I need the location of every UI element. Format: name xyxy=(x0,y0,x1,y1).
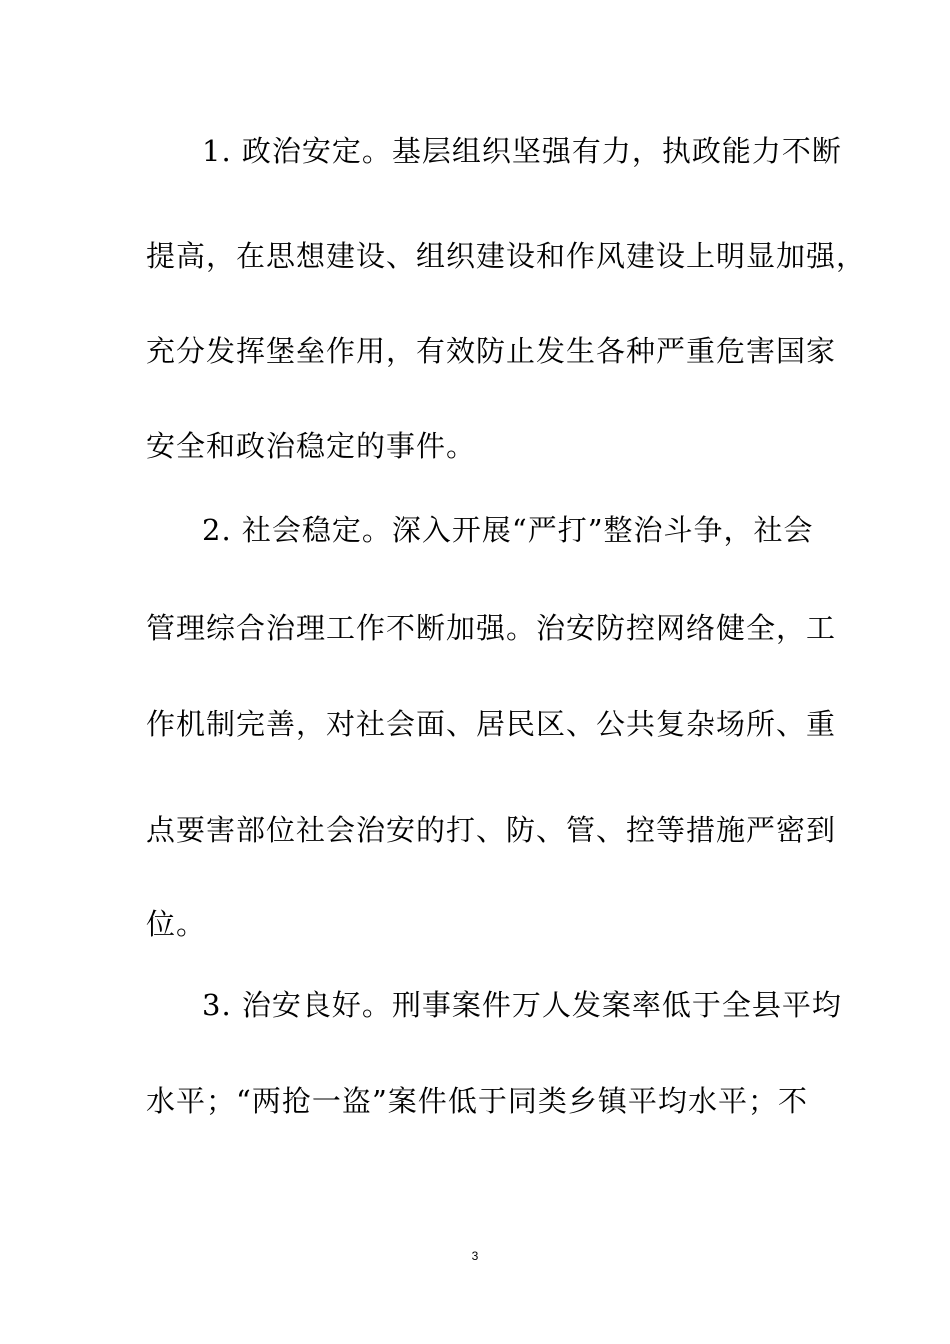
text-line: 3. 治安良好。刑事案件万人发案率低于全县平均 xyxy=(202,988,842,1022)
page-number: 3 xyxy=(471,1249,479,1263)
text-line: 1. 政治安定。基层组织坚强有力，执政能力不断 xyxy=(202,134,842,168)
text-line: 位。 xyxy=(146,907,207,941)
text-line: 2. 社会稳定。深入开展“严打”整治斗争，社会 xyxy=(202,513,814,547)
text-line: 充分发挥堡垒作用，有效防止发生各种严重危害国家 xyxy=(146,334,837,368)
text-line: 安全和政治稳定的事件。 xyxy=(146,429,477,463)
text-line: 点要害部位社会治安的打、防、管、控等措施严密到 xyxy=(146,813,837,847)
text-line: 水平；“两抢一盗”案件低于同类乡镇平均水平；不 xyxy=(146,1084,808,1118)
text-line: 管理综合治理工作不断加强。治安防控网络健全，工 xyxy=(146,611,837,645)
text-line: 提高，在思想建设、组织建设和作风建设上明显加强， xyxy=(146,239,867,273)
text-line: 作机制完善，对社会面、居民区、公共复杂场所、重 xyxy=(146,707,837,741)
